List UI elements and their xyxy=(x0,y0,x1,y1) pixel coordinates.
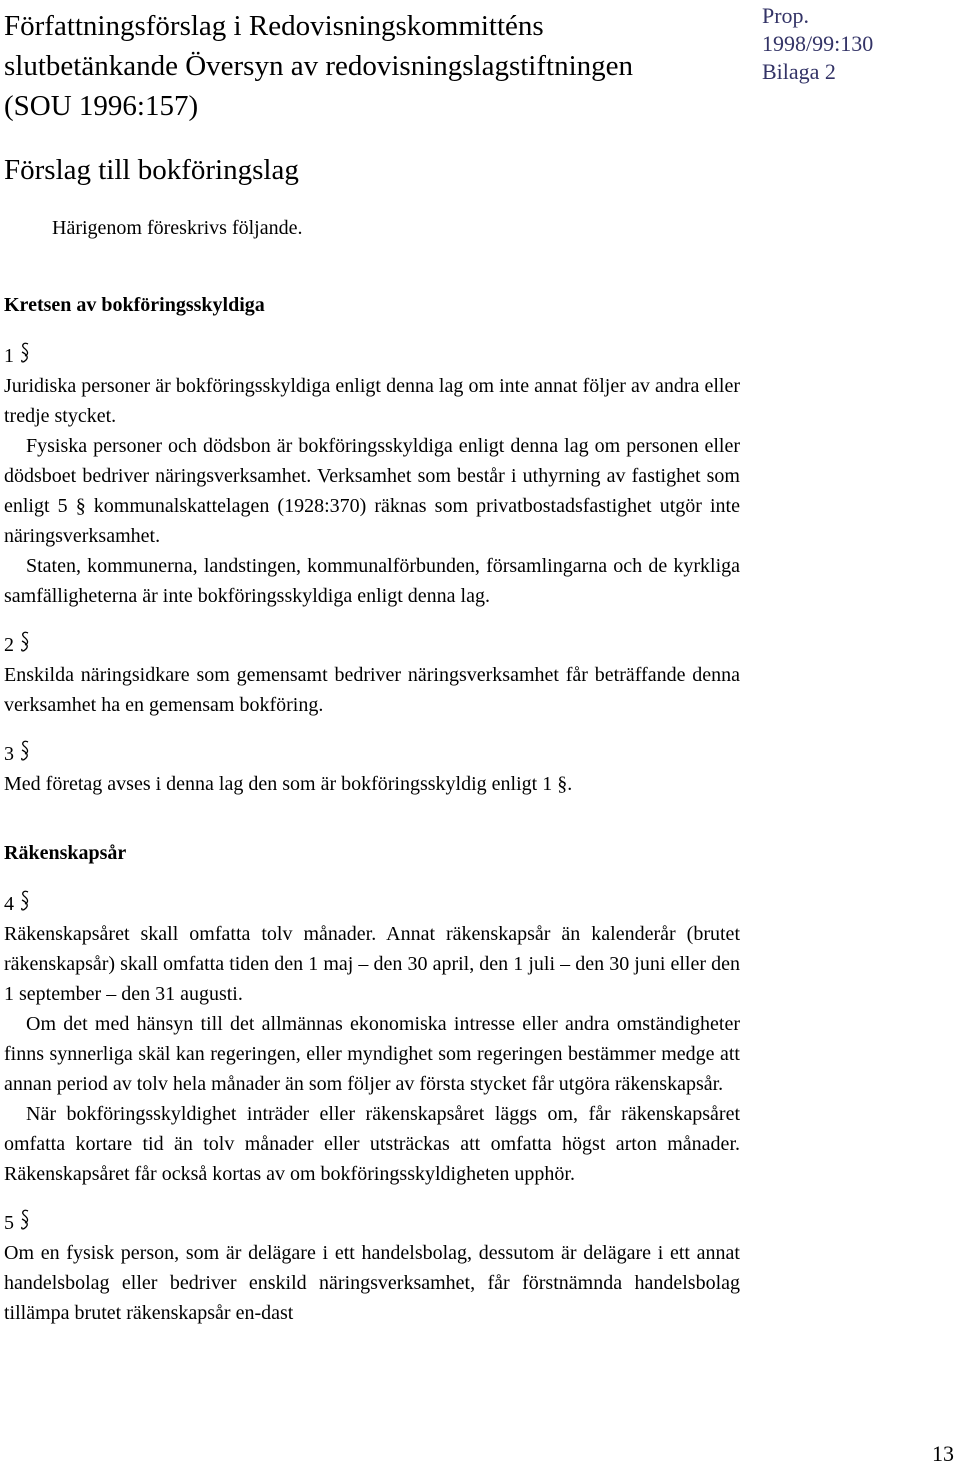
page-number: 13 xyxy=(932,1441,954,1466)
paragraph: Enskilda näringsidkare som gemensamt bedriver näringsverksamhet får beträffande denna verksamhet ha en gemensam bokföring. xyxy=(4,664,740,716)
section-number xyxy=(4,630,740,660)
section-sign-icon xyxy=(19,1208,31,1234)
section-number-value: 4 xyxy=(4,893,14,915)
paragraph: Staten, kommunerna, landstingen, kommunalförbunden, församlingarna och de kyrkliga samfälligheterna är inte bokföringsskyldiga enligt denna lag. xyxy=(4,555,740,607)
paragraph: Med företag avses i denna lag den som är bokföringsskyldig enligt 1 §. xyxy=(4,773,573,795)
section-number-value: 5 xyxy=(4,1212,14,1234)
paragraph: När bokföringsskyldighet inträder eller räkenskapsåret läggs om, får räkenskapsåret omfatta kortare tid än tolv månader eller utsträckas att omfatta högst arton månader. Räkenskapsåret får också kortas av om bokföringsskyldigheten upphör. xyxy=(4,1103,740,1185)
chapter-heading: Kretsen av bokföringsskyldiga xyxy=(4,294,265,316)
prop-label: Prop. xyxy=(762,3,810,28)
prop-number: 1998/99:130 xyxy=(762,31,874,56)
paragraph: Juridiska personer är bokföringsskyldiga enligt denna lag om inte annat följer av andra eller tredje stycket. xyxy=(4,375,740,427)
prop-reference xyxy=(762,2,952,86)
section-number xyxy=(4,889,740,919)
paragraph: Räkenskapsåret skall omfatta tolv månader. Annat räkenskapsår än kalenderår (brutet räkenskapsår) skall omfatta tiden den 1 maj – den 30 april, den 1 juli – den 30 juni eller den 1 september – den 31 augusti. xyxy=(4,923,740,1005)
page-title: Författningsförslag i Redovisningskommitténs slutbetänkande Översyn av redovisningslagstiftningen (SOU 1996:157) xyxy=(4,10,634,122)
section-sign-icon xyxy=(19,889,31,915)
section-sign-icon xyxy=(19,630,31,656)
intro-text: Härigenom föreskrivs följande. xyxy=(52,217,303,239)
paragraph: Om en fysisk person, som är delägare i ett handelsbolag, dessutom är delägare i ett annat handelsbolag eller bedriver enskild näringsverksamhet, får förstnämnda handelsbolag tillämpa brutet räkenskapsår en-dast xyxy=(4,1242,740,1324)
section-number-value: 2 xyxy=(4,634,14,656)
section-number-value: 1 xyxy=(4,345,14,367)
section-number-value: 3 xyxy=(4,743,14,765)
section-number xyxy=(4,739,740,769)
chapter-heading: Räkenskapsår xyxy=(4,842,127,864)
section-sign-icon xyxy=(19,739,31,765)
paragraph: Fysiska personer och dödsbon är bokföringsskyldiga enligt denna lag om personen eller dödsboet bedriver näringsverksamhet. Verksamhet som består i uthyrning av fastighet som enligt 5 § kommunalskattelagen (1928:370) räknas som privatbostadsfastighet utgör inte näringsverksamhet. xyxy=(4,435,740,547)
bilaga-label: Bilaga 2 xyxy=(762,59,836,84)
section-number xyxy=(4,1208,740,1238)
law-title: Förslag till bokföringslag xyxy=(4,154,299,186)
paragraph: Om det med hänsyn till det allmännas ekonomiska intresse eller andra omständigheter finns synnerliga skäl kan regeringen, eller myndighet som regeringen bestämmer medge att annan period av tolv hela månader än som följer av första stycket får utgöra räkenskapsår. xyxy=(4,1013,740,1095)
section-sign-icon xyxy=(19,341,31,367)
section-number xyxy=(4,341,740,371)
document-body xyxy=(4,290,740,1328)
